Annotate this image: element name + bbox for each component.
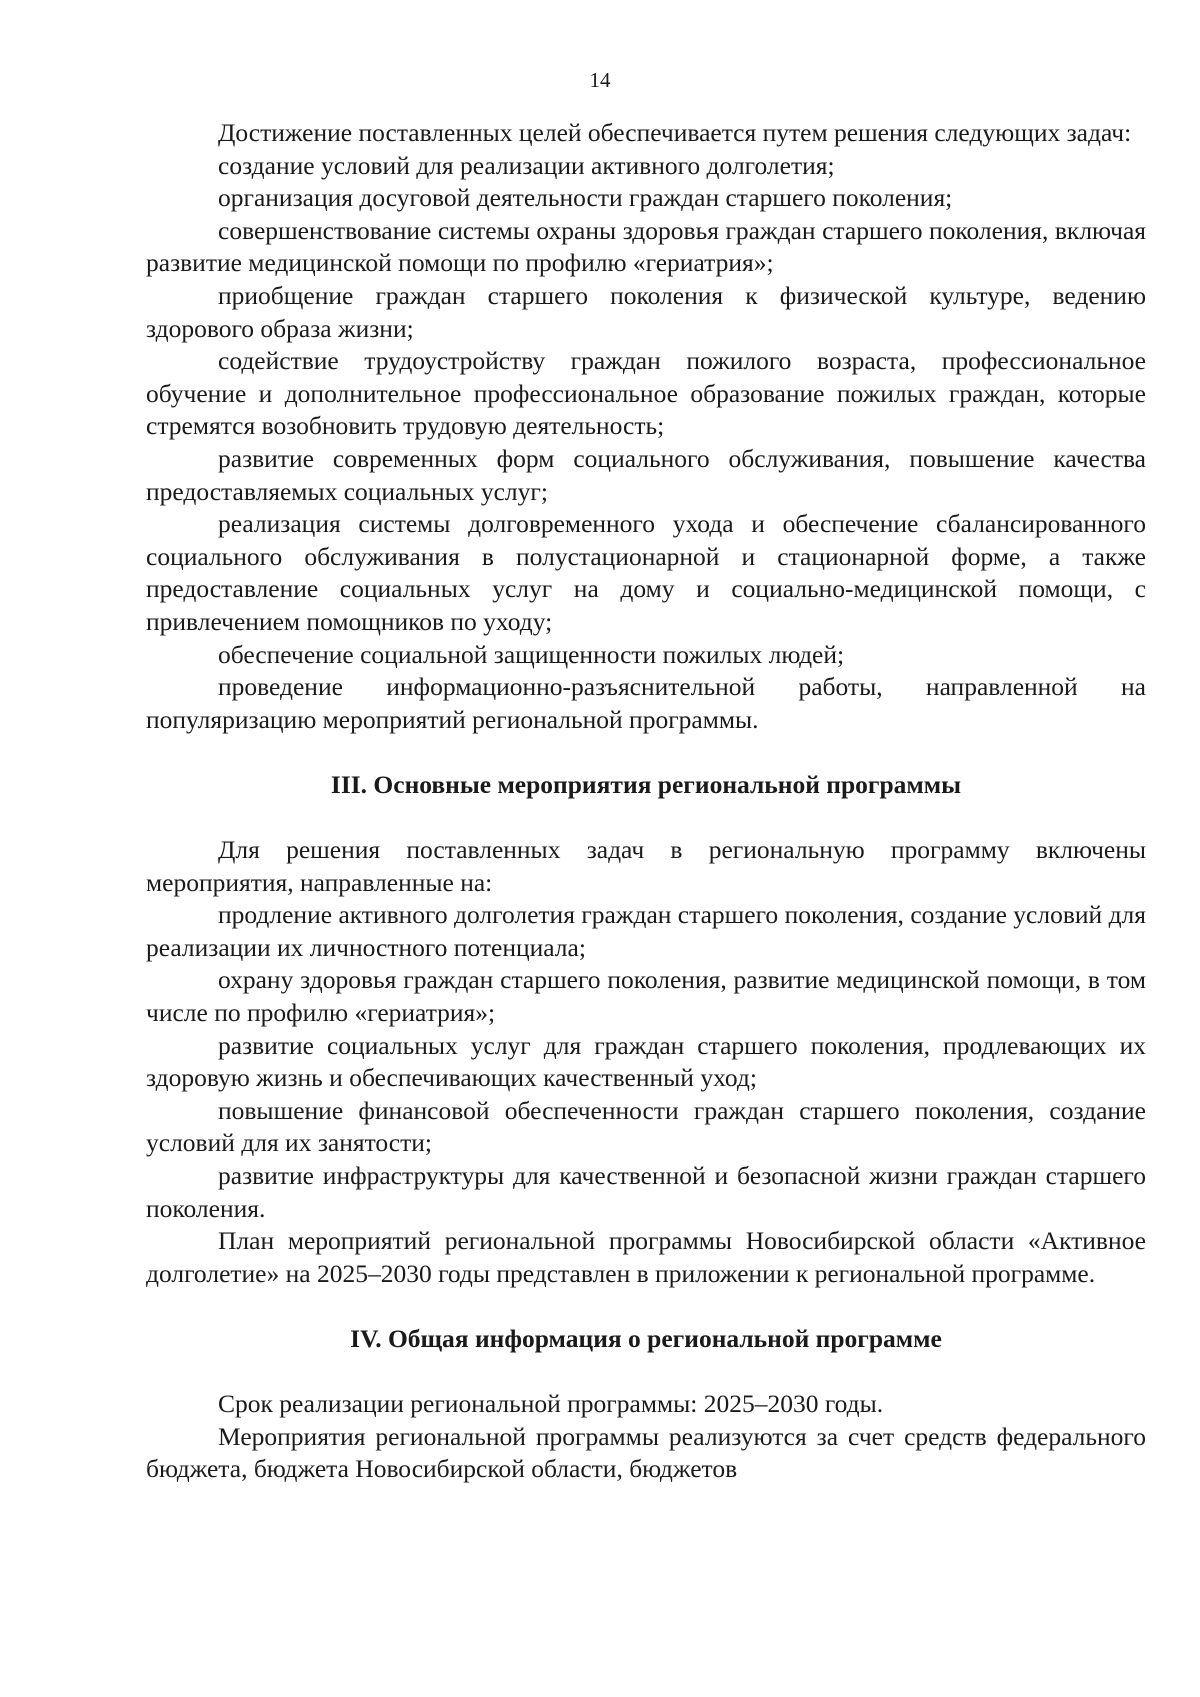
section-2-tasks [146,117,1146,736]
section-4-body [146,1388,1146,1486]
paragraph: План мероприятий региональной программы Новосибирской области «Активное долголетие» на 2025–2030 годы представлен в приложении к региональной программе. [146,1226,1146,1288]
paragraph: охрану здоровья граждан старшего поколения, развитие медицинской помощи, в том числе по профилю «гериатрия»; [146,965,1146,1028]
document-body [146,117,1146,1486]
paragraph: Для решения поставленных задач в региональную программу включены мероприятия, направленные на: [146,835,1146,897]
paragraph: Срок реализации региональной программы: 2025–2030 годы. [218,1389,884,1419]
paragraph: продление активного долголетия граждан старшего поколения, создание условий для реализации их личностного потенциала; [146,900,1146,962]
paragraph: содействие трудоустройству граждан пожилого возраста, профессиональное обучение и дополнительное профессиональное образование пожилых граждан, которые стремятся возобновить трудовую деятельность; [146,346,1146,441]
paragraph: развитие современных форм социального обслуживания, повышение качества предоставляемых социальных услуг; [146,443,1146,506]
paragraph: организация досуговой деятельности граждан старшего поколения; [218,183,953,213]
section-3-body [146,834,1146,1290]
section-heading: III. Основные мероприятия региональной программы [330,769,962,799]
paragraph: развитие социальных услуг для граждан старшего поколения, продлевающих их здоровую жизнь и обеспечивающих качественный уход; [146,1030,1146,1093]
paragraph: развитие инфраструктуры для качественной и безопасной жизни граждан старшего поколения. [146,1161,1146,1223]
paragraph: приобщение граждан старшего поколения к физической культуре, ведению здорового образа жизни; [146,280,1146,343]
paragraph: совершенствование системы охраны здоровья граждан старшего поколения, включая развитие медицинской помощи по профилю «гериатрия»; [146,215,1146,278]
paragraph: Достижение поставленных целей обеспечивается путем решения следующих задач: [218,118,1132,147]
paragraph: Мероприятия региональной программы реализуются за счет средств федерального бюджета, бюджета Новосибирской области, бюджетов [146,1421,1146,1484]
section-heading: IV. Общая информация о региональной программе [350,1323,942,1353]
page-number: 14 [589,68,611,92]
paragraph: проведение информационно-разъяснительной работы, направленной на популяризацию мероприятий региональной программы. [146,672,1146,734]
paragraph: создание условий для реализации активного долголетия; [218,150,835,180]
paragraph: обеспечение социальной защищенности пожилых людей; [218,639,845,669]
paragraph: повышение финансовой обеспеченности граждан старшего поколения, создание условий для их занятости; [146,1095,1146,1158]
paragraph: реализация системы долговременного ухода и обеспечение сбалансированного социального обслуживания в полустационарной и стационарной форме, а также предоставление социальных услуг на дому и социально-медицинской помощи, с привлечением помощников по уходу; [146,509,1146,636]
